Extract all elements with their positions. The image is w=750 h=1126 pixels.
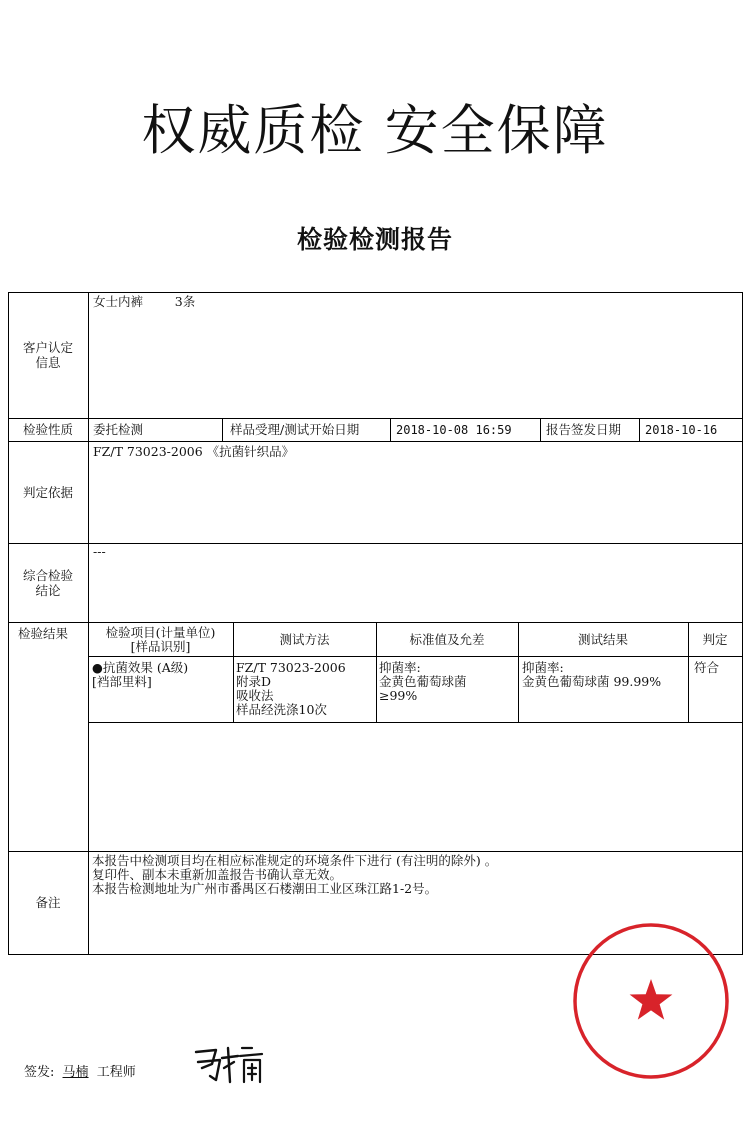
conclusion-label [8,543,89,622]
conclusion-value: --- [93,544,106,559]
signoff-title: 工程师 [96,1065,136,1080]
row-judge: 符合 [694,660,720,675]
results-section [8,622,742,851]
conclusion-section [8,543,742,622]
signoff-label: 签发: [24,1065,55,1080]
basis-section [8,441,742,543]
page-headline: 权威质检 安全保障 [141,99,609,162]
basis-value: FZ/T 73023-2006 《抗菌针织品》 [93,444,295,459]
basis-label [8,441,89,543]
nature-label-text: 检验性质 [22,422,73,437]
receive-date-label: 样品受理/测试开始日期 [230,422,360,437]
col-header-result: 测试结果 [577,632,628,647]
conclusion-label-text: 综合检验 结论 [22,567,73,598]
col-header-item: 检验项目(计量单位) [样品识别] [105,625,216,654]
col-header-judge: 判定 [702,632,728,647]
remark-line-2: 复印件、副本未重新加盖报告书确认章无效。 [92,867,343,882]
remark-line-1: 本报告中检测项目均在相应标准规定的环境条件下进行 (有注明的除外) 。 [92,853,498,868]
issue-date-label: 报告签发日期 [546,422,622,437]
stamp-star-icon [630,979,673,1020]
report-title: 检验检测报告 [296,225,453,254]
customer-label [8,292,89,418]
signoff-name: 马楠 [62,1065,89,1080]
remarks-label [8,851,89,954]
official-seal-stamp [571,921,731,1081]
receive-date-value: 2018-10-08 16:59 [396,423,512,437]
col-header-standard: 标准值及允差 [409,632,485,647]
nature-value: 委托检测 [93,422,144,437]
col-header-method: 测试方法 [279,632,330,647]
row-item: ●抗菌效果 (A级) [裆部里料] [92,660,189,689]
nature-section [8,418,742,441]
customer-label-text: 客户认定 信息 [22,340,73,370]
remark-line-3: 本报告检测地址为广州市番禺区石楼潮田工业区珠江路1-2号。 [92,881,438,896]
basis-label-text: 判定依据 [22,484,73,500]
issue-date-value: 2018-10-16 [645,423,718,437]
row-result: 抑菌率: 金黄色葡萄球菌 99.99% [522,660,662,689]
row-standard: 抑菌率: 金黄色葡萄球菌 ≥99% [379,660,467,703]
remarks-label-text: 备注 [35,895,61,910]
customer-value: 女士内裤 3条 [93,294,196,309]
row-method: FZ/T 73023-2006 附录D 吸收法 样品经洗涤10次 [236,660,346,717]
signoff-line [24,1061,136,1080]
nature-label [8,418,89,441]
results-label: 检验结果 [18,626,69,641]
customer-section [8,292,742,418]
handwritten-signature [190,1038,270,1088]
